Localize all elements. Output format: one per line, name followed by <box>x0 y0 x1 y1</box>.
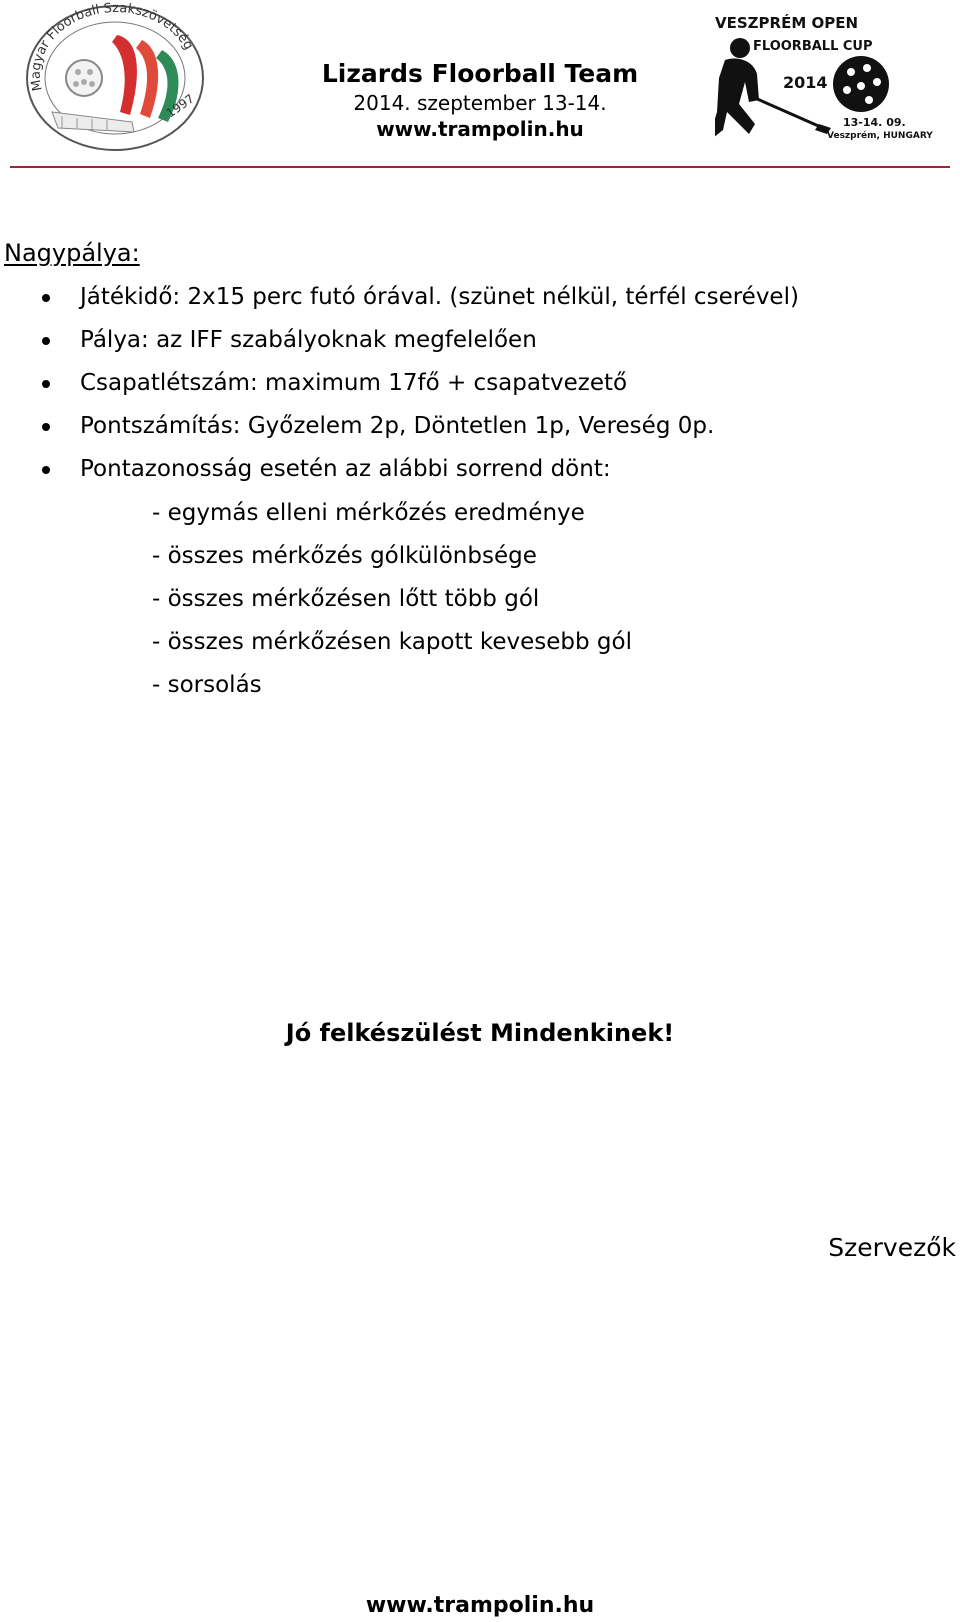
list-item <box>0 448 960 491</box>
federation-logo-arc-text: Magyar Floorball Szakszövetség <box>28 1 196 93</box>
list-item <box>0 362 960 405</box>
veszprem-open-logo <box>715 8 940 158</box>
footer-website: www.trampolin.hu <box>365 1593 595 1618</box>
tiebreak-item: - összes mérkőzésen kapott kevesebb gól <box>152 629 632 655</box>
tiebreak-item: - összes mérkőzésen lőtt több gól <box>152 586 540 612</box>
bullet-icon <box>42 466 50 474</box>
federation-logo <box>22 0 212 158</box>
list-item <box>0 276 960 319</box>
list-item <box>0 319 960 362</box>
list-item <box>0 405 960 448</box>
rule-text: Pontszámítás: Győzelem 2p, Döntetlen 1p, Vereség 0p. <box>80 413 715 439</box>
signature: Szervezők <box>828 1233 956 1262</box>
federation-logo-year: 1997 <box>163 91 197 121</box>
closing-message: Jó felkészülést Mindenkinek! <box>285 1019 675 1047</box>
event-dates: 2014. szeptember 13-14. <box>353 91 607 115</box>
header-website: www.trampolin.hu <box>376 117 584 141</box>
rule-text: Csapatlétszám: maximum 17fő + csapatvezető <box>80 370 628 396</box>
bullet-icon <box>42 423 50 431</box>
tiebreak-list <box>152 492 632 707</box>
rule-text: Játékidő: 2x15 perc futó órával. (szünet nélkül, térfél cserével) <box>80 284 799 310</box>
rules-list <box>0 276 960 491</box>
bullet-icon <box>42 337 50 345</box>
cup-logo-date: 13-14. 09. <box>843 116 906 129</box>
cup-logo-year: 2014 <box>783 73 828 92</box>
tiebreak-item: - egymás elleni mérkőzés eredménye <box>152 500 585 526</box>
rule-text: Pontazonosság esetén az alábbi sorrend dönt: <box>80 456 611 482</box>
cup-logo-place: Veszprém, HUNGARY <box>827 131 933 141</box>
team-name: Lizards Floorball Team <box>321 59 639 88</box>
section-heading: Nagypálya: <box>4 239 140 267</box>
header-title-block <box>280 58 680 142</box>
header-divider <box>10 166 950 168</box>
bullet-icon <box>42 380 50 388</box>
tiebreak-item: - sorsolás <box>152 672 262 698</box>
cup-logo-line1: VESZPRÉM OPEN <box>715 14 859 32</box>
tiebreak-item: - összes mérkőzés gólkülönbsége <box>152 543 537 569</box>
rule-text: Pálya: az IFF szabályoknak megfelelően <box>80 327 537 353</box>
cup-logo-line2: FLOORBALL CUP <box>753 39 873 54</box>
bullet-icon <box>42 294 50 302</box>
